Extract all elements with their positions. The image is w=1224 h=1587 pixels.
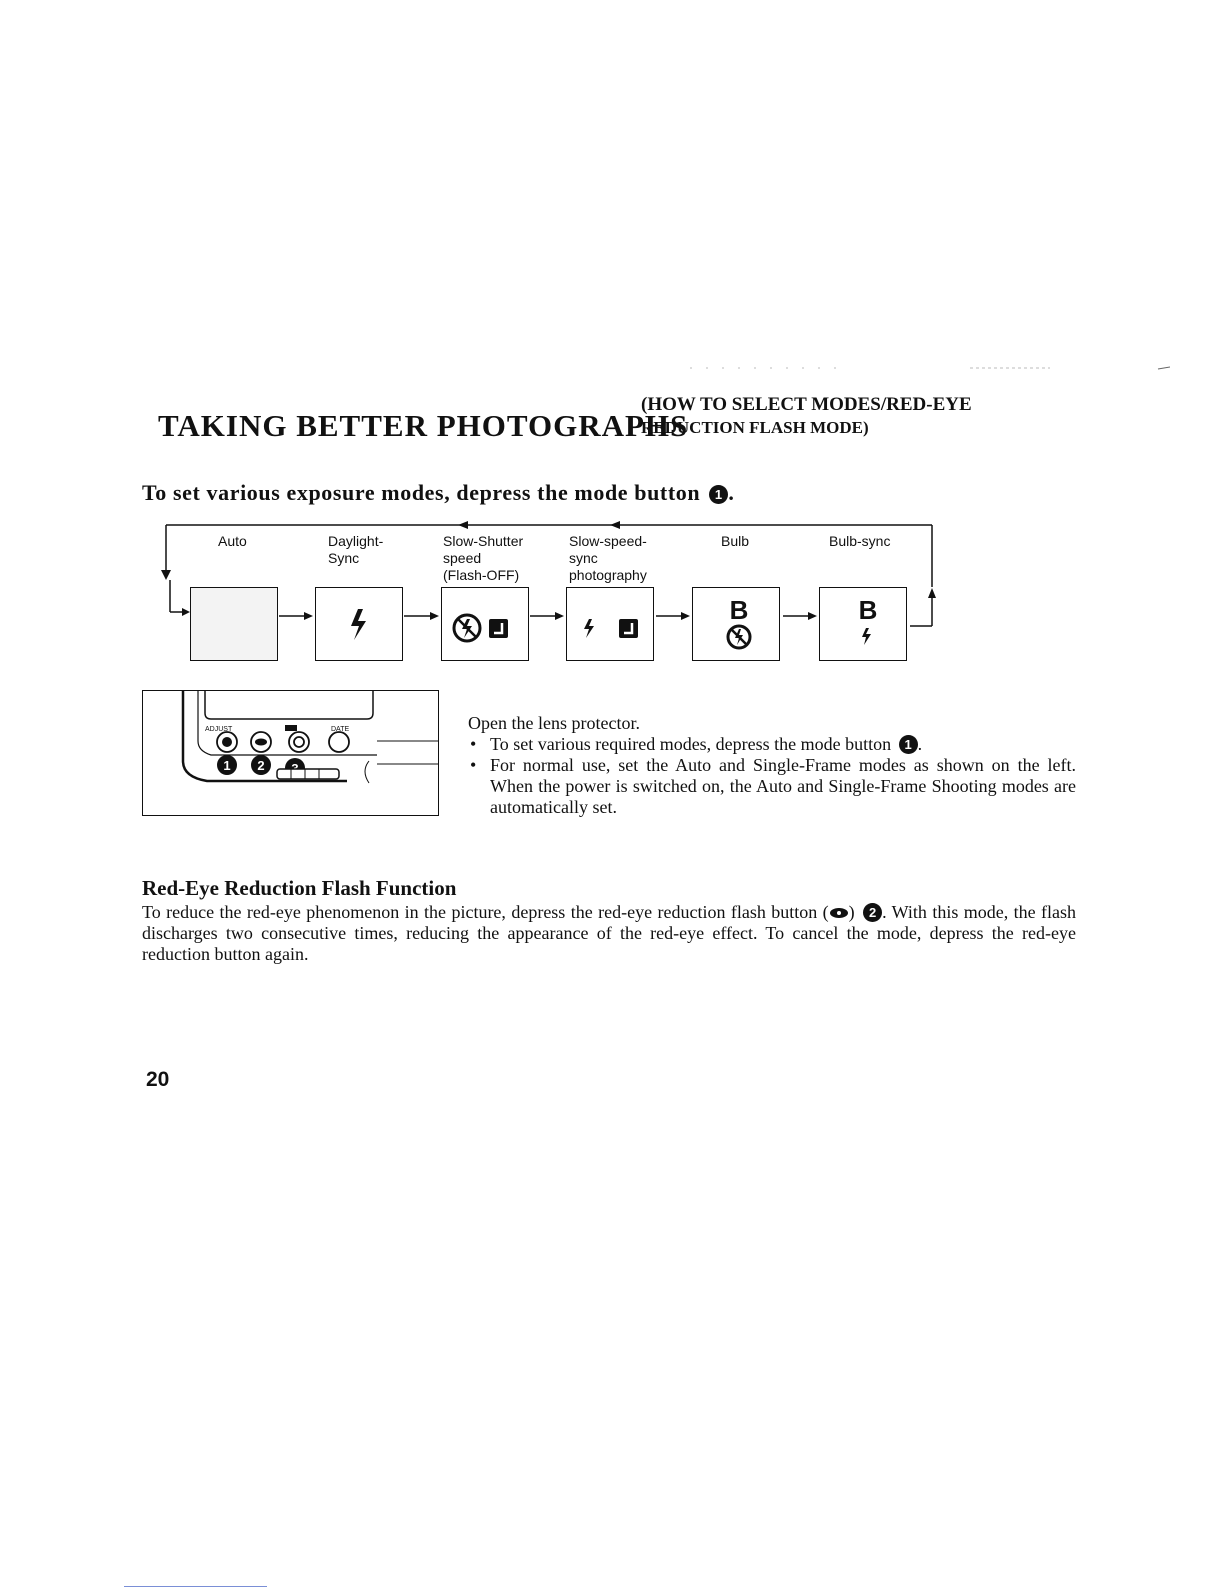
subtitle-line-2: REDUCTION FLASH MODE) — [641, 418, 869, 437]
mode-label-slow-speed-sync: Slow-speed- sync photography — [569, 533, 647, 583]
date-label: DATE — [331, 726, 350, 733]
flash-icon — [862, 628, 871, 645]
intro-period: . — [728, 480, 735, 505]
mode-label-auto: Auto — [218, 533, 247, 549]
flash-off-icon — [728, 626, 750, 648]
red-eye-heading: Red-Eye Reduction Flash Function — [142, 876, 457, 900]
date-button-icon — [329, 732, 349, 752]
mode-box-bulb — [692, 587, 780, 661]
slow-shutter-icon — [619, 619, 638, 638]
instruction-period: . — [917, 734, 923, 754]
red-eye-text-2: ) — [848, 902, 855, 922]
slow-shutter-icon — [489, 619, 508, 638]
red-eye-description — [142, 902, 1076, 965]
mode-label-bulb-sync: Bulb-sync — [829, 533, 891, 549]
self-timer-button-icon — [289, 732, 309, 752]
red-eye-text-3: . With this mode, the flash discharges two consecutive times, reducing the appearance of the red-eye effect. To cancel the mode, depress the red-eye reduction button again. — [142, 902, 1077, 964]
flash-off-icon — [454, 615, 480, 641]
red-eye-text-1: To reduce the red-eye phenomenon in the picture, depress the red-eye reduction flash button ( — [142, 902, 829, 922]
subtitle-line-1: (HOW TO SELECT MODES/RED-EYE — [641, 394, 972, 415]
bulb-b-icon: B — [858, 595, 878, 625]
mode-label-daylight-sync: Daylight- Sync — [328, 533, 384, 566]
bulb-b-icon: B — [729, 595, 749, 625]
mode-label-bulb: Bulb — [721, 533, 750, 549]
camera-control-illustration — [142, 690, 439, 816]
page-title: TAKING BETTER PHOTOGRAPHS — [158, 408, 689, 443]
callout-2: 2 — [257, 758, 265, 773]
instruction-list — [468, 734, 1076, 818]
instruction-text: For normal use, set the Auto and Single-Frame modes as shown on the left. When the power is switched on, the Auto and Single-Frame Shooting modes are automatically set. — [490, 755, 1076, 817]
instruction-lead: Open the lens protector. — [468, 713, 640, 733]
instruction-item — [468, 734, 1076, 755]
slide-switch — [277, 769, 339, 779]
instruction-text: To set various required modes, depress the mode button — [490, 734, 892, 754]
mode-indicator-icon — [285, 725, 297, 731]
mode-box-slow-shutter — [441, 587, 529, 661]
flash-icon — [316, 588, 404, 662]
intro-text: To set various exposure modes, depress the mode button — [142, 480, 701, 505]
mode-box-slow-speed-sync — [566, 587, 654, 661]
instruction-item — [468, 755, 1076, 818]
mode-button-ref-icon: 1 — [709, 485, 728, 504]
mode-label-slow-shutter: Slow-Shutter speed (Flash-OFF) — [443, 533, 524, 583]
mode-box-bulb-sync — [819, 587, 907, 661]
adjust-label: ADJUST — [205, 726, 233, 733]
page-number: 20 — [146, 1068, 170, 1091]
mode-box-auto — [190, 587, 278, 661]
red-eye-button-ref-icon: 2 — [863, 903, 882, 922]
callout-1: 1 — [223, 758, 231, 773]
mode-instructions — [468, 713, 1076, 818]
mode-button-ref-icon: 1 — [899, 735, 918, 754]
red-eye-icon — [829, 907, 849, 919]
mode-box-daylight-sync — [315, 587, 403, 661]
flash-icon — [584, 619, 594, 638]
